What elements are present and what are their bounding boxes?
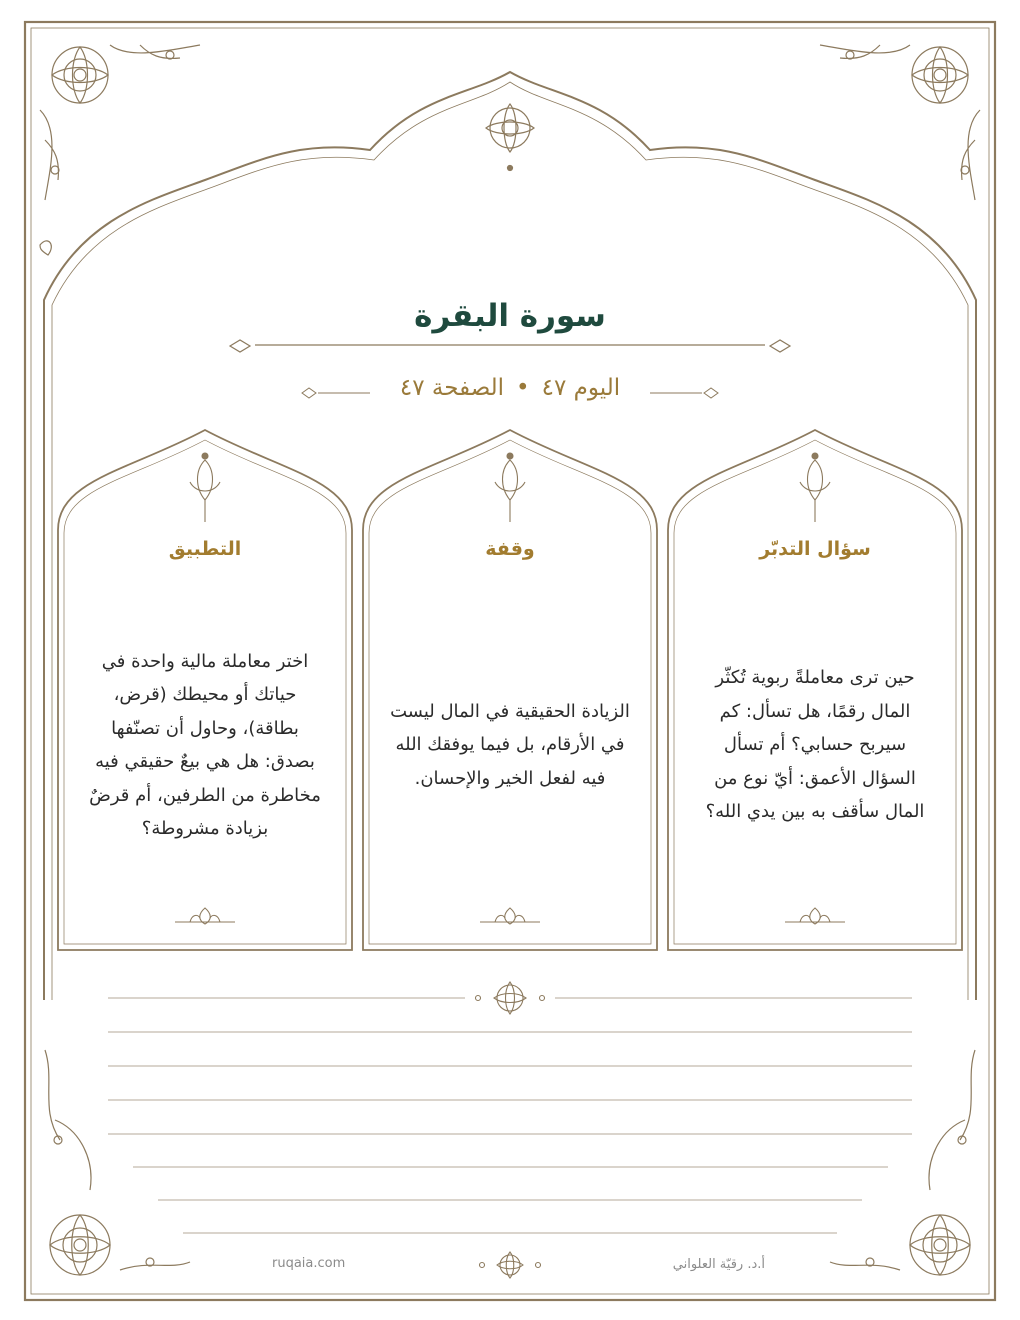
separator-dot: • — [516, 375, 530, 401]
corner-ornament-top-right-icon — [820, 45, 980, 200]
card-waqfa-title: وقفة — [485, 538, 535, 560]
corner-ornament-top-left-icon — [40, 45, 200, 255]
footer-medallion-icon — [480, 1252, 541, 1278]
card-tatbiq-title: التطبيق — [168, 538, 242, 560]
day-label: اليوم ٤٧ — [541, 375, 621, 401]
writing-lines — [108, 998, 912, 1233]
card-waqfa-body: الزيادة الحقيقية في المال ليست في الأرقام، بل فيما يوفقك الله فيه لفعل الخير والإحسان. — [390, 700, 630, 789]
card-waqfa-motif-icon — [495, 453, 525, 522]
card-tatbiq-bottom-motif-icon — [175, 908, 235, 924]
card-tadabbur-title: سؤال التدبّر — [759, 538, 871, 560]
page-title: سورة البقرة — [414, 298, 606, 334]
writing-area-medallion-icon — [476, 982, 545, 1014]
card-tadabbur-bottom-motif-icon — [785, 908, 845, 924]
card-tatbiq-body: اختر معاملة مالية واحدة في حياتك أو محيطك (قرض، بطاقة)، وحاول أن تصنّفها بصدق: هل هي بيعٌ حقيقي فيه مخاطرة من الطرفين، أم قرضٌ بزيادة مشروطة؟ — [89, 650, 321, 839]
card-waqfa-bottom-motif-icon — [480, 908, 540, 924]
card-tatbiq-motif-icon — [190, 453, 220, 522]
corner-ornament-bottom-left-icon — [45, 1050, 190, 1275]
card-tadabbur-motif-icon — [800, 453, 830, 522]
corner-ornament-bottom-right-icon — [830, 1050, 975, 1275]
page-number-label: الصفحة ٤٧ — [399, 375, 505, 401]
website-link[interactable]: ruqaia.com — [272, 1256, 346, 1271]
top-medallion-icon — [486, 104, 534, 171]
card-tadabbur-body: حين ترى معاملةً ربوية تُكثّر المال رقمًا، هل تسأل: كم سيربح حسابي؟ أم تسأل السؤال الأعمق: أيّ نوع من المال سأقف به بين يدي الله؟ — [705, 667, 925, 823]
day-page-label — [340, 368, 680, 408]
author-name: أ.د. رقيّة العلواني — [672, 1257, 765, 1272]
